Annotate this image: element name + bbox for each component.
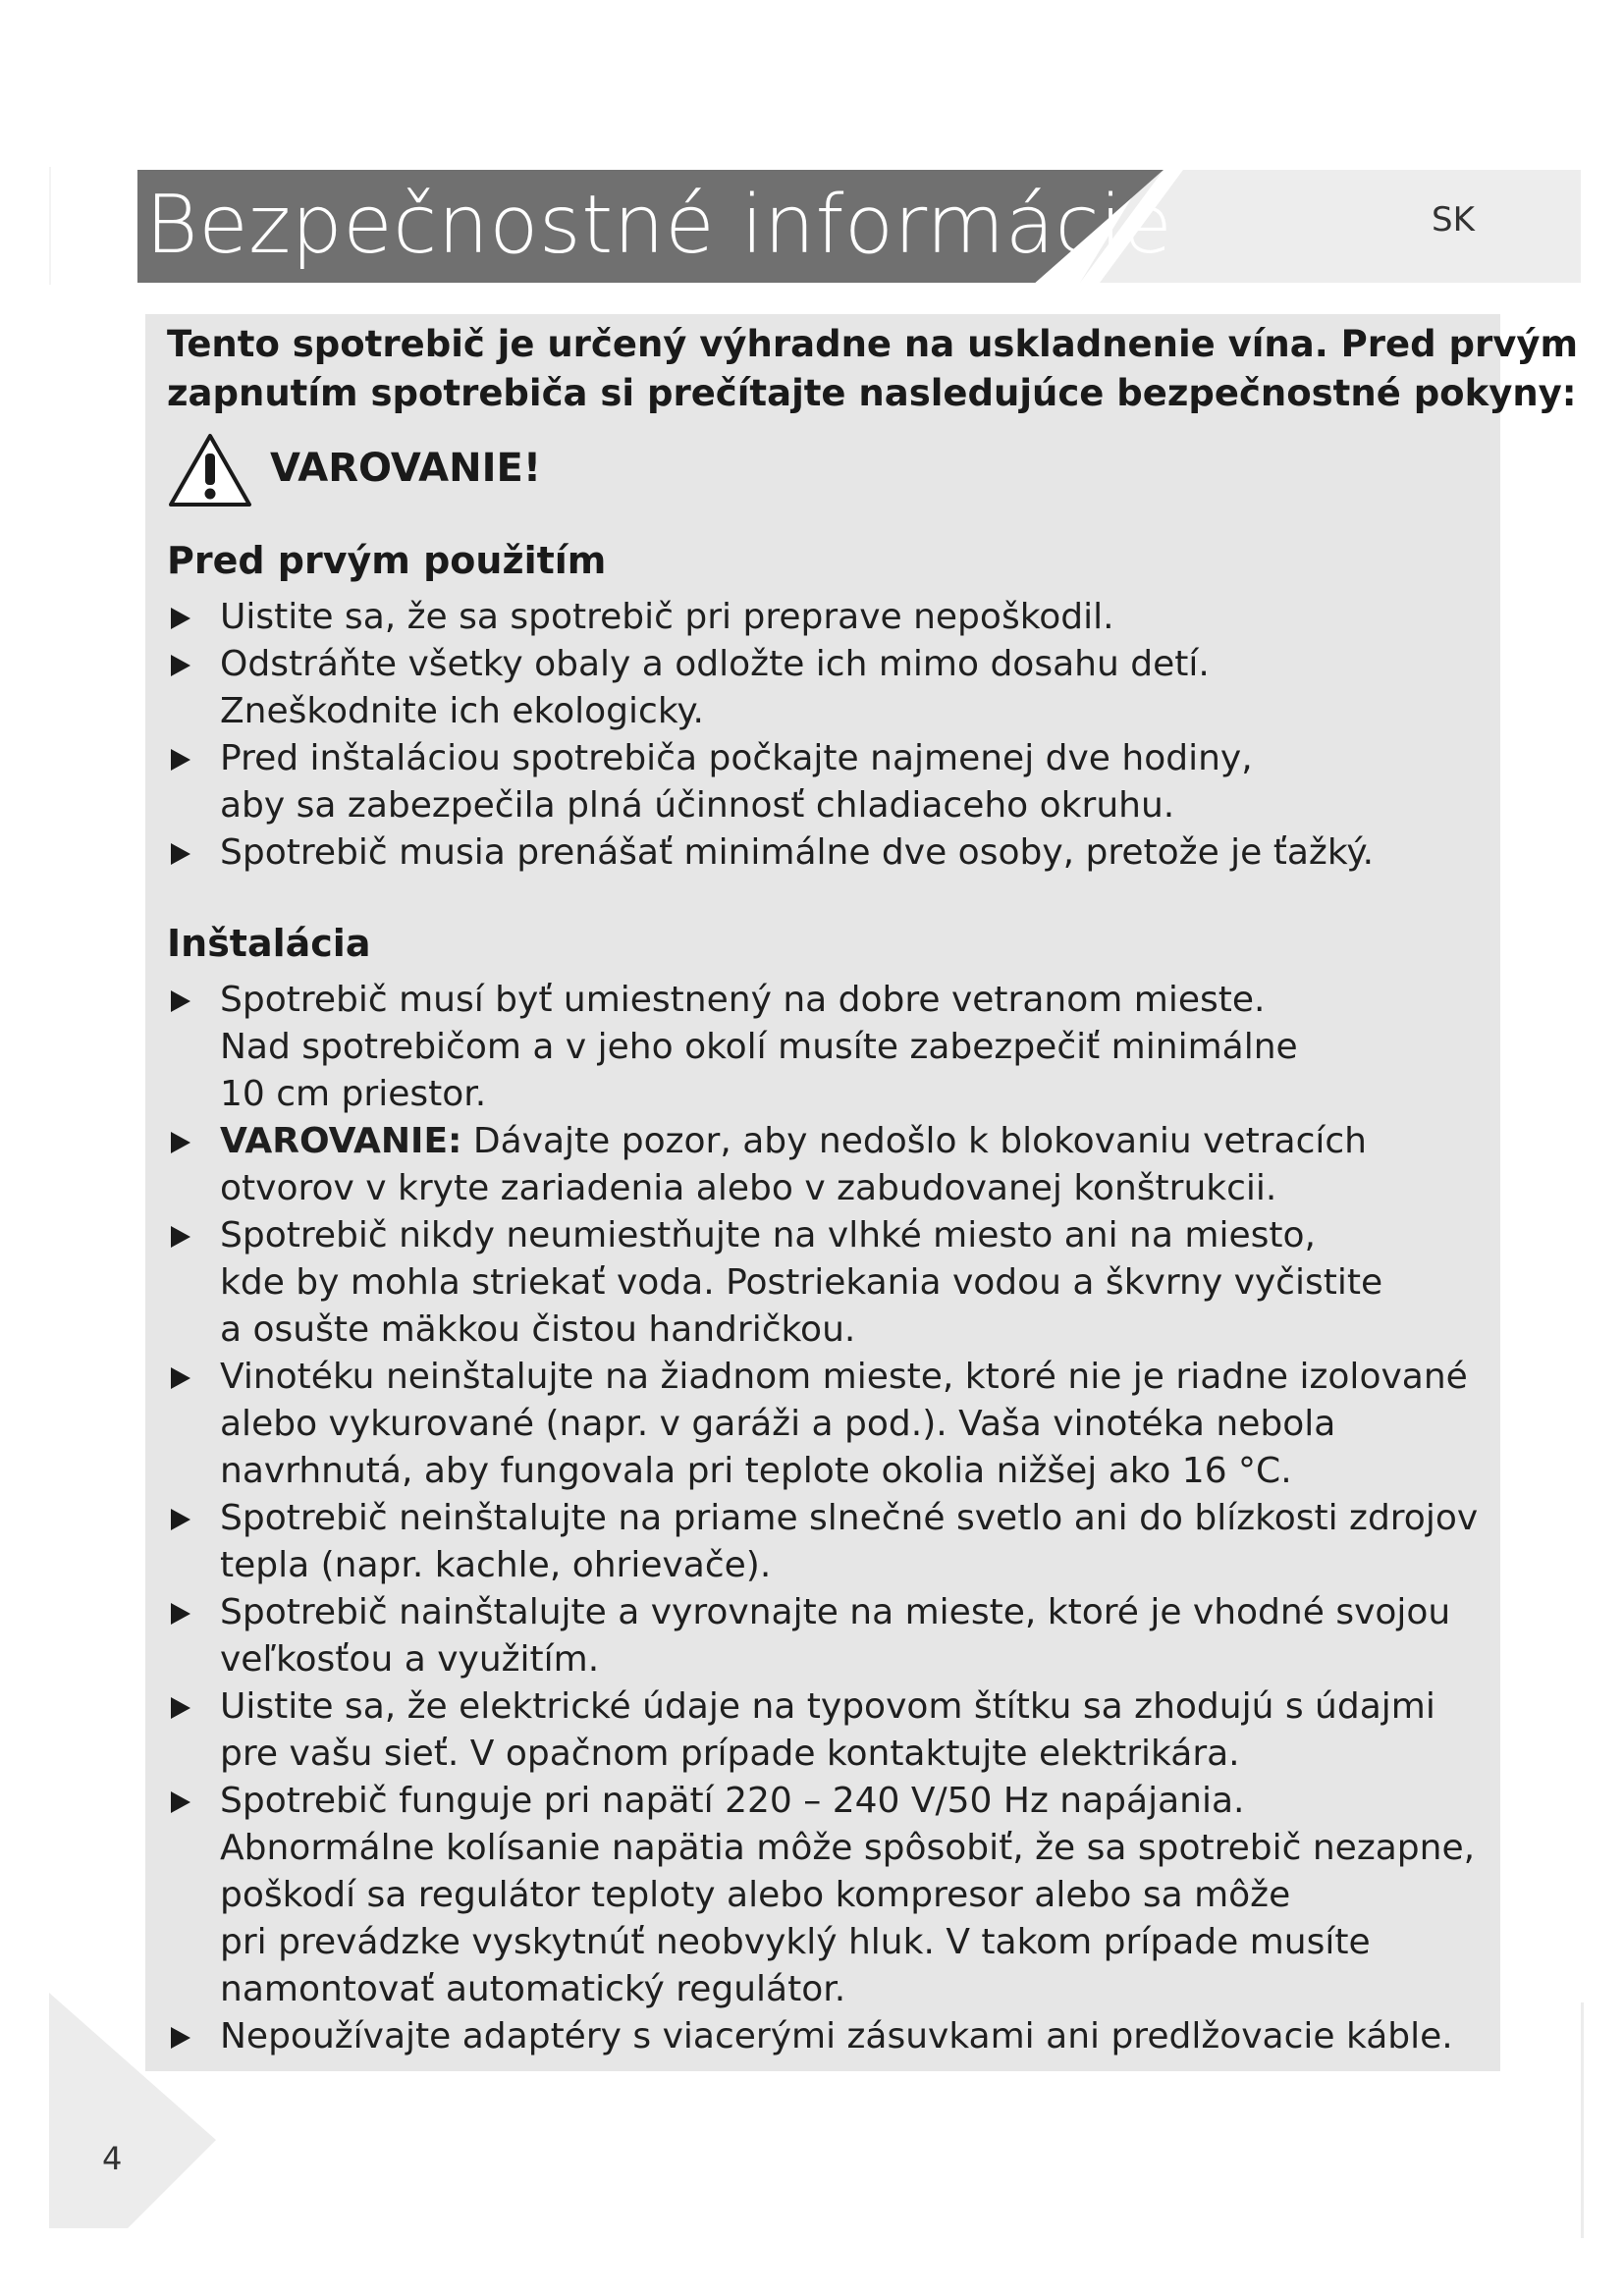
list-item-line: Spotrebič nikdy neumiestňujte na vlhké miesto ani na miesto, xyxy=(220,1215,1316,1255)
list-item-line: tepla (napr. kachle, ohrievače). xyxy=(220,1545,772,1585)
bullet-arrow-icon xyxy=(171,843,190,865)
list-item xyxy=(167,735,1483,829)
list-item-line: veľkosťou a využitím. xyxy=(220,1639,600,1680)
list-item-line: Spotrebič musia prenášať minimálne dve osoby, pretože je ťažký. xyxy=(220,832,1375,873)
list-item-text: Dávajte pozor, aby nedošlo k blokovaniu vetracích xyxy=(461,1121,1367,1161)
bullet-arrow-icon xyxy=(171,1509,190,1530)
list-item xyxy=(167,1778,1483,2013)
language-code: SK xyxy=(1432,200,1475,240)
list-item-line: Nepoužívajte adaptéry s viacerými zásuvkami ani predlžovacie káble. xyxy=(220,2016,1453,2056)
first-use-list xyxy=(167,594,1483,877)
list-item xyxy=(167,829,1483,877)
list-item xyxy=(167,1118,1483,1212)
intro-line: zapnutím spotrebiča si prečítajte nasledujúce bezpečnostné pokyny: xyxy=(167,372,1577,414)
bullet-arrow-icon xyxy=(171,1603,190,1625)
list-item-line: Spotrebič neinštalujte na priame slnečné svetlo ani do blízkosti zdrojov xyxy=(220,1498,1479,1538)
list-item-line: namontovať automatický regulátor. xyxy=(220,1969,846,2009)
list-item-line: aby sa zabezpečila plná účinnosť chladiaceho okruhu. xyxy=(220,785,1175,826)
list-item-line: Odstráňte všetky obaly a odložte ich mimo dosahu detí. xyxy=(220,644,1210,684)
installation-list xyxy=(167,977,1483,2060)
warning-title: VAROVANIE! xyxy=(270,446,542,491)
intro-line: Tento spotrebič je určený výhradne na uskladnenie vína. Pred prvým xyxy=(167,323,1579,365)
list-item-line: Uistite sa, že sa spotrebič pri preprave nepoškodil. xyxy=(220,597,1114,637)
list-item-line: Pred inštaláciou spotrebiča počkajte najmenej dve hodiny, xyxy=(220,738,1253,778)
list-item-line: Vinotéku neinštalujte na žiadnom mieste, ktoré nie je riadne izolované xyxy=(220,1357,1468,1397)
bullet-arrow-icon xyxy=(171,608,190,629)
list-item-line: pri prevádzke vyskytnúť neobvyklý hluk. V takom prípade musíte xyxy=(220,1922,1371,1962)
list-item xyxy=(167,2013,1483,2060)
list-item xyxy=(167,641,1483,735)
intro-text xyxy=(167,320,1579,418)
list-item xyxy=(167,1589,1483,1683)
list-item-line: navrhnutá, aby fungovala pri teplote okolia nižšej ako 16 °C. xyxy=(220,1451,1292,1491)
warning-triangle-icon xyxy=(167,432,253,508)
list-item-line: Abnormálne kolísanie napätia môže spôsobiť, že sa spotrebič nezapne, xyxy=(220,1828,1476,1868)
list-item xyxy=(167,1354,1483,1495)
bullet-arrow-icon xyxy=(171,1132,190,1153)
bullet-arrow-icon xyxy=(171,749,190,771)
list-item-line: poškodí sa regulátor teploty alebo kompresor alebo sa môže xyxy=(220,1875,1291,1915)
list-item-line: 10 cm priestor. xyxy=(220,1074,487,1114)
list-item-line: Uistite sa, že elektrické údaje na typovom štítku sa zhodujú s údajmi xyxy=(220,1686,1435,1727)
list-item-line: Spotrebič musí byť umiestnený na dobre vetranom mieste. xyxy=(220,980,1266,1020)
section-heading-first-use: Pred prvým použitím xyxy=(167,539,607,582)
section-heading-installation: Inštalácia xyxy=(167,922,371,965)
list-item-line: otvorov v kryte zariadenia alebo v zabudovanej konštrukcii. xyxy=(220,1168,1277,1208)
warning-label: VAROVANIE: xyxy=(220,1121,462,1161)
list-item xyxy=(167,1495,1483,1589)
bullet-arrow-icon xyxy=(171,990,190,1012)
list-item xyxy=(167,977,1483,1118)
list-item-line: a osušte mäkkou čistou handričkou. xyxy=(220,1309,856,1350)
list-item-line: pre vašu sieť. V opačnom prípade kontaktujte elektrikára. xyxy=(220,1734,1240,1774)
list-item xyxy=(167,1683,1483,1778)
page-title: Bezpečnostné informácie xyxy=(145,179,1173,272)
list-item-line: Spotrebič funguje pri napätí 220 – 240 V/50 Hz napájania. xyxy=(220,1781,1245,1821)
list-item-line xyxy=(220,1118,1483,1165)
bullet-arrow-icon xyxy=(171,1367,190,1389)
bullet-arrow-icon xyxy=(171,655,190,676)
page-number: 4 xyxy=(102,2140,123,2177)
list-item-line: alebo vykurované (napr. v garáži a pod.). Vaša vinotéka nebola xyxy=(220,1404,1336,1444)
list-item xyxy=(167,1212,1483,1354)
list-item-line: Zneškodnite ich ekologicky. xyxy=(220,691,704,731)
list-item xyxy=(167,594,1483,641)
list-item-line: kde by mohla striekať voda. Postriekania vodou a škvrny vyčistite xyxy=(220,1262,1383,1303)
page-corner-decoration xyxy=(49,1993,216,2228)
list-item-line: Nad spotrebičom a v jeho okolí musíte zabezpečiť minimálne xyxy=(220,1027,1298,1067)
bullet-arrow-icon xyxy=(171,1226,190,1248)
list-item-line: Spotrebič nainštalujte a vyrovnajte na mieste, ktoré je vhodné svojou xyxy=(220,1592,1451,1632)
bullet-arrow-icon xyxy=(171,1791,190,1813)
bullet-arrow-icon xyxy=(171,1697,190,1719)
